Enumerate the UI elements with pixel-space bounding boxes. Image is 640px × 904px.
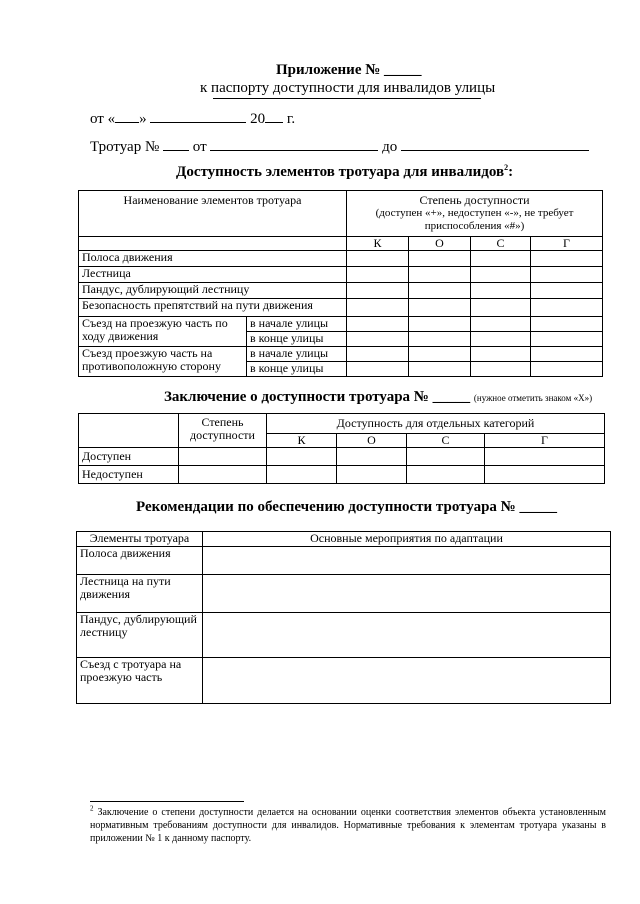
row-sublabel: в начале улицы: [247, 347, 347, 362]
input-cell[interactable]: [531, 299, 603, 317]
input-cell[interactable]: [485, 466, 605, 484]
input-cell[interactable]: [471, 267, 531, 283]
cat-s: С: [407, 434, 485, 448]
section1-title-text: Доступность элементов тротуара для инвалидов: [176, 164, 505, 180]
input-cell[interactable]: [347, 283, 409, 299]
input-cell[interactable]: [531, 317, 603, 332]
input-cell[interactable]: [203, 613, 611, 658]
footnote-ref: 2: [504, 163, 509, 172]
col-degree-title: Степень доступности: [419, 193, 530, 207]
input-cell[interactable]: [347, 362, 409, 377]
footnote: [90, 806, 606, 845]
row-sublabel: в конце улицы: [247, 362, 347, 377]
subtitle-underline[interactable]: [213, 98, 481, 99]
cat-o: О: [337, 434, 407, 448]
cat-k: К: [347, 237, 409, 251]
input-cell[interactable]: [347, 317, 409, 332]
input-cell[interactable]: [531, 347, 603, 362]
table-row: [79, 299, 603, 317]
table-row: [77, 613, 611, 658]
col-measures: Основные мероприятия по адаптации: [203, 532, 611, 547]
section2-note: (нужное отметить знаком «Х»): [473, 393, 593, 403]
input-cell[interactable]: [347, 267, 409, 283]
row-label: Съезд с тротуара на проезжую часть: [77, 658, 203, 704]
input-cell[interactable]: [531, 362, 603, 377]
input-cell[interactable]: [179, 466, 267, 484]
input-cell[interactable]: [347, 251, 409, 267]
row-label: Съезд проезжую часть на противоположную сторону: [79, 347, 247, 377]
input-cell[interactable]: [347, 299, 409, 317]
input-cell[interactable]: [471, 317, 531, 332]
appendix-label: Приложение №: [276, 62, 381, 78]
input-cell[interactable]: [409, 283, 471, 299]
row-label: Полоса движения: [79, 251, 347, 267]
accessibility-table: [78, 190, 603, 377]
input-cell[interactable]: [531, 251, 603, 267]
year-prefix: 20: [250, 111, 266, 127]
month-field[interactable]: [150, 110, 246, 123]
appendix-title: [276, 62, 422, 79]
section1-title: [176, 164, 513, 181]
footnote-mark: 2: [90, 804, 94, 813]
sidewalk-from-field[interactable]: [210, 138, 378, 151]
section3-title-text: Рекомендации по обеспечению доступности тротуара №: [136, 499, 516, 515]
col-degree-note: (доступен «+», недоступен «-», не требует приспособления «#»): [375, 207, 574, 232]
input-cell[interactable]: [179, 448, 267, 466]
input-cell[interactable]: [203, 658, 611, 704]
table-row: [79, 251, 603, 267]
input-cell[interactable]: [267, 466, 337, 484]
cat-k: К: [267, 434, 337, 448]
row-label: Доступен: [79, 448, 179, 466]
col-degree: [347, 191, 603, 237]
row-label: Безопасность препятствий на пути движения: [79, 299, 347, 317]
row-sublabel: в начале улицы: [247, 317, 347, 332]
cat-s: С: [471, 237, 531, 251]
table-row: [79, 267, 603, 283]
col-elements: Элементы тротуара: [77, 532, 203, 547]
year-suffix: г.: [286, 111, 296, 127]
table-row: [79, 317, 603, 332]
table-row: [77, 547, 611, 575]
input-cell[interactable]: [471, 332, 531, 347]
input-cell[interactable]: [471, 299, 531, 317]
input-cell[interactable]: [531, 267, 603, 283]
input-cell[interactable]: [347, 332, 409, 347]
input-cell[interactable]: [471, 362, 531, 377]
table-row: [77, 575, 611, 613]
date-line: [90, 110, 295, 128]
input-cell[interactable]: [409, 317, 471, 332]
table-row: [77, 658, 611, 704]
cat-g: Г: [485, 434, 605, 448]
appendix-blank: _____: [384, 62, 422, 78]
section2-title-text: Заключение о доступности тротуара №: [164, 389, 429, 405]
col-categories: Доступность для отдельных категорий: [267, 414, 605, 434]
input-cell[interactable]: [471, 283, 531, 299]
row-sublabel: в конце улицы: [247, 332, 347, 347]
conclusion-table: [78, 413, 605, 484]
table-row: [79, 448, 605, 466]
corner-empty-cell: [79, 414, 179, 448]
row-label: Лестница: [79, 267, 347, 283]
input-cell[interactable]: [407, 466, 485, 484]
row-label: Лестница на пути движения: [77, 575, 203, 613]
row-label: Пандус, дублирующий лестницу: [77, 613, 203, 658]
input-cell[interactable]: [267, 448, 337, 466]
day-field[interactable]: [115, 110, 139, 123]
input-cell[interactable]: [409, 251, 471, 267]
date-from-label: от «: [90, 111, 116, 127]
section3-title: [136, 499, 557, 516]
footnote-text: Заключение о степени доступности делается на основании оценки соответствия элементов объекта установленным нормативным требованиям доступности для инвалидов. Нормативные требования к элементам тротуара указаны в приложении № 1 к данному паспорту.: [90, 807, 607, 844]
input-cell[interactable]: [203, 575, 611, 613]
row-label: Съезд на проезжую часть по ходу движения: [79, 317, 247, 347]
input-cell[interactable]: [471, 251, 531, 267]
sidewalk-label: Тротуар №: [90, 139, 160, 155]
year-field[interactable]: [265, 110, 283, 123]
sidewalk-to-field[interactable]: [401, 138, 589, 151]
sidewalk-to-label: до: [382, 139, 398, 155]
cat-o: О: [409, 237, 471, 251]
section3-blank: _____: [519, 499, 558, 515]
sidewalk-number-field[interactable]: [163, 138, 189, 151]
row-label: Пандус, дублирующий лестницу: [79, 283, 347, 299]
date-mid-label: »: [139, 111, 147, 127]
footnote-separator: [90, 801, 244, 802]
input-cell[interactable]: [409, 347, 471, 362]
col-element-name: Наименование элементов тротуара: [79, 191, 347, 237]
input-cell[interactable]: [337, 466, 407, 484]
sidewalk-from-label: от: [192, 139, 207, 155]
table-row: [79, 283, 603, 299]
input-cell[interactable]: [337, 448, 407, 466]
input-cell[interactable]: [409, 332, 471, 347]
input-cell[interactable]: [485, 448, 605, 466]
row-label: Недоступен: [79, 466, 179, 484]
input-cell[interactable]: [203, 547, 611, 575]
input-cell[interactable]: [407, 448, 485, 466]
section2-blank: _____: [432, 389, 471, 405]
sidewalk-line: [90, 138, 589, 156]
table-row: [79, 347, 603, 362]
input-cell[interactable]: [409, 299, 471, 317]
section2-title: [164, 389, 592, 406]
table-row: [79, 466, 605, 484]
input-cell[interactable]: [409, 362, 471, 377]
section1-title-suffix: :: [508, 164, 514, 180]
header-empty-cell: [79, 237, 347, 251]
recommendations-table: [76, 531, 611, 704]
row-label: Полоса движения: [77, 547, 203, 575]
input-cell[interactable]: [531, 283, 603, 299]
input-cell[interactable]: [347, 347, 409, 362]
cat-g: Г: [531, 237, 603, 251]
input-cell[interactable]: [531, 332, 603, 347]
input-cell[interactable]: [471, 347, 531, 362]
input-cell[interactable]: [409, 267, 471, 283]
appendix-subtitle: к паспорту доступности для инвалидов улицы: [200, 80, 496, 96]
col-degree: Степень доступности: [179, 414, 267, 448]
